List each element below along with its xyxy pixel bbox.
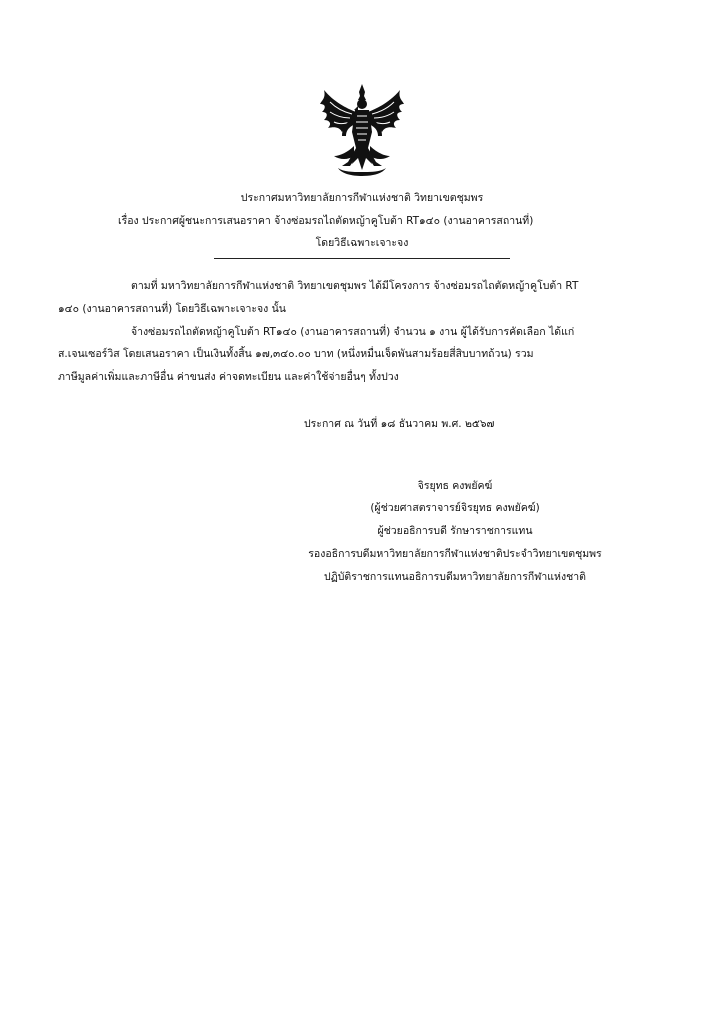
garuda-emblem-icon xyxy=(312,82,412,182)
signatory-name: จิรยุทธ คงพยัคฆ์ xyxy=(417,480,493,492)
signatory-position-1: ผู้ช่วยอธิการบดี รักษาราชการแทน xyxy=(377,525,533,537)
signatory-position-3: ปฏิบัติราชการแทนอธิการบดีมหาวิทยาลัยการกีฬาแห่งชาติ xyxy=(324,571,586,583)
signatory-full-title: (ผู้ช่วยศาสตราจารย์จิรยุทธ คงพยัคฆ์) xyxy=(370,502,540,514)
body-para1-line2: ๑๔๐ (งานอาคารสถานที่) โดยวิธีเฉพาะเจาะจง นั้น xyxy=(58,303,286,315)
body-para1-line1: ตามที่ มหาวิทยาลัยการกีฬาแห่งชาติ วิทยาเขตชุมพร ได้มีโครงการ จ้างซ่อมรถไถตัดหญ้าคูโบต้า RT xyxy=(131,280,579,292)
announcement-subject: เรื่อง ประกาศผู้ชนะการเสนอราคา จ้างซ่อมรถไถตัดหญ้าคูโบต้า RT๑๔๐ (งานอาคารสถานที่) xyxy=(118,215,534,227)
signatory-position-2: รองอธิการบดีมหาวิทยาลัยการกีฬาแห่งชาติประจำวิทยาเขตชุมพร xyxy=(308,548,602,560)
procurement-method: โดยวิธีเฉพาะเจาะจง xyxy=(315,237,409,249)
body-para2-line3: ภาษีมูลค่าเพิ่มและภาษีอื่น ค่าขนส่ง ค่าจดทะเบียน และค่าใช้จ่ายอื่นๆ ทั้งปวง xyxy=(58,371,399,383)
announcement-title: ประกาศมหาวิทยาลัยการกีฬาแห่งชาติ วิทยาเขตชุมพร xyxy=(240,192,484,204)
body-para2-line2: ส.เจนเซอร์วิส โดยเสนอราคา เป็นเงินทั้งสิ้น ๑๗,๓๔๐.๐๐ บาท (หนึ่งหมื่นเจ็ดพันสามร้อยสี่สิบบาทถ้วน) รวม xyxy=(58,348,534,360)
body-para2-line1: จ้างซ่อมรถไถตัดหญ้าคูโบต้า RT๑๔๐ (งานอาคารสถานที่) จำนวน ๑ งาน ผู้ได้รับการคัดเลือก ได้แก่ xyxy=(131,326,575,338)
announcement-date: ประกาศ ณ วันที่ ๑๘ ธันวาคม พ.ศ. ๒๕๖๗ xyxy=(304,418,495,430)
header-divider xyxy=(214,258,510,259)
